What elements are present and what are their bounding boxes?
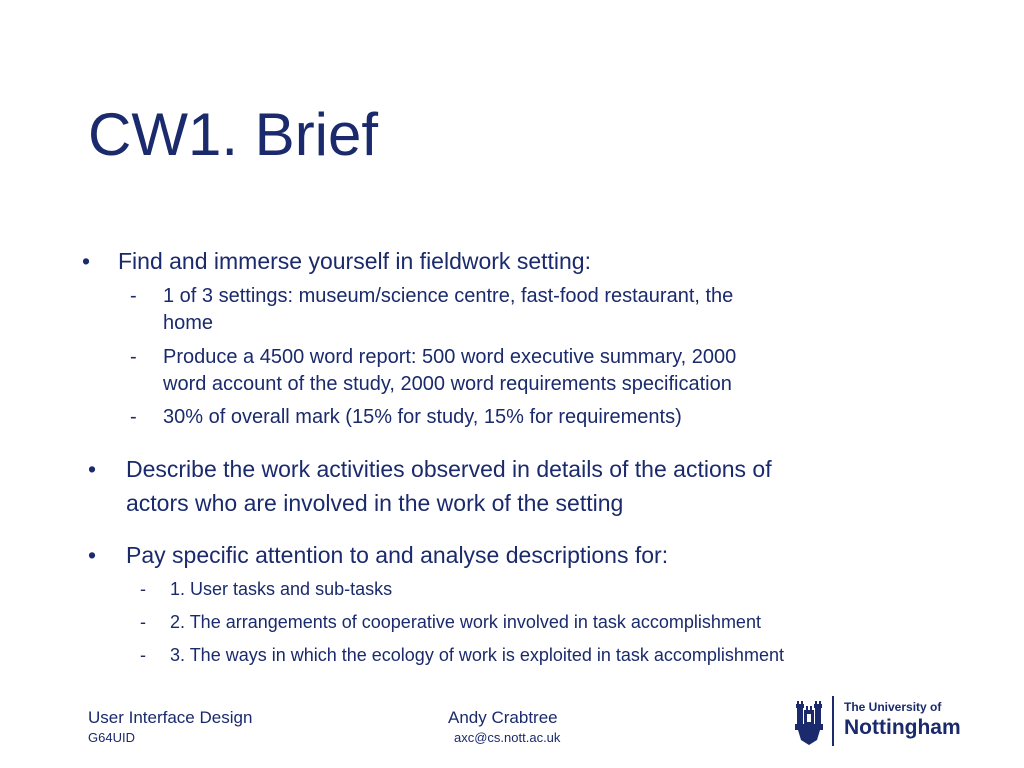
logo-text-big: Nottingham bbox=[844, 716, 961, 739]
sub-bullet-text: 1. User tasks and sub-tasks bbox=[170, 579, 393, 599]
bullet-marker: • bbox=[88, 456, 97, 482]
sub-bullet-text: 3. The ways in which the ecology of work is exploited in task accomplishment bbox=[170, 645, 784, 665]
dash-marker: - bbox=[130, 346, 137, 368]
dash-marker: - bbox=[140, 579, 146, 599]
footer-course bbox=[88, 707, 252, 747]
bullet-text: Pay specific attention to and analyse descriptions for: bbox=[126, 542, 669, 568]
sub-bullet-text: home bbox=[163, 312, 214, 334]
sub-bullet-text: 30% of overall mark (15% for study, 15% for requirements) bbox=[163, 406, 682, 428]
bullet-text: Find and immerse yourself in fieldwork setting: bbox=[118, 248, 591, 274]
dash-marker: - bbox=[140, 612, 146, 632]
university-logo bbox=[792, 696, 961, 748]
logo-text-small: The University of bbox=[844, 700, 942, 714]
sub-bullet-text: Produce a 4500 word report: 500 word executive summary, 2000 bbox=[163, 346, 737, 368]
castle-crest-icon bbox=[792, 698, 826, 746]
bullet-text: Describe the work activities observed in details of the actions of bbox=[126, 456, 772, 482]
dash-marker: - bbox=[130, 285, 137, 307]
bullet-marker: • bbox=[88, 542, 97, 568]
sub-bullet-text: word account of the study, 2000 word requirements specification bbox=[163, 373, 732, 395]
footer-author bbox=[448, 707, 560, 747]
author-email: axc@cs.nott.ac.uk bbox=[454, 730, 561, 745]
dash-marker: - bbox=[140, 645, 146, 665]
sub-bullet-text: 1 of 3 settings: museum/science centre, fast-food restaurant, the bbox=[163, 285, 734, 307]
course-code: G64UID bbox=[88, 730, 135, 745]
dash-marker: - bbox=[130, 406, 137, 428]
bullet-text: actors who are involved in the work of the setting bbox=[126, 490, 624, 516]
bullet-marker: • bbox=[82, 248, 91, 274]
author-name: Andy Crabtree bbox=[448, 708, 558, 727]
course-title: User Interface Design bbox=[88, 708, 253, 727]
slide-title: CW1. Brief bbox=[88, 101, 379, 168]
logo-divider bbox=[832, 696, 834, 746]
sub-bullet-text: 2. The arrangements of cooperative work involved in task accomplishment bbox=[170, 612, 761, 632]
